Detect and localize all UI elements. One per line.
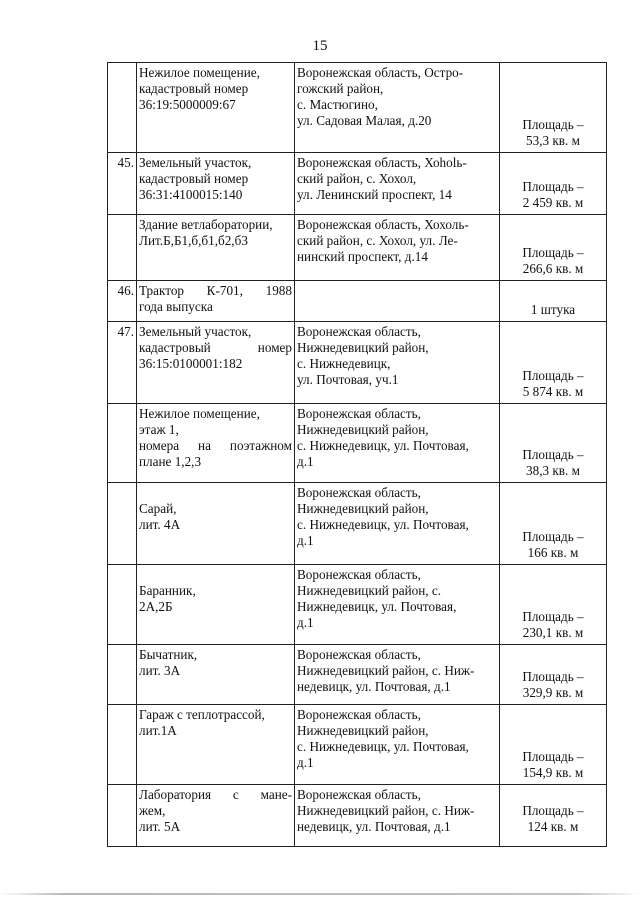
area-cell [500,785,607,847]
row-number-cell [108,565,137,645]
object-line: Трактор К-701, 1988 [139,283,292,298]
area-line: 166 кв. м [527,545,579,560]
address-cell [295,565,500,645]
row-number-cell: 46. [108,281,137,322]
address-line: Нижнедевицкий район, [297,723,429,738]
object-cell [137,153,295,215]
row-number-cell [108,483,137,565]
object-line: кадастровый номер [139,81,249,96]
address-line: ул. Ленинский проспект, 14 [297,187,452,202]
object-cell [137,322,295,404]
address-line: Воронежская область, [297,324,421,339]
table-row [108,281,607,322]
area-line: 5 874 кв. м [522,384,584,399]
property-table [107,62,607,847]
address-line: Нижнедевицкий район, с. Ниж- [297,663,475,678]
address-line: Воронежская область, [297,787,421,802]
table-row [108,215,607,281]
object-line: номера на поэтажном [139,438,292,453]
area-cell [500,565,607,645]
address-cell [295,404,500,483]
address-line: д.1 [297,454,314,469]
object-line: плане 1,2,3 [139,454,202,469]
address-line: д.1 [297,533,314,548]
object-cell [137,785,295,847]
area-line: Площадь – [522,529,584,544]
object-cell [137,705,295,785]
area-line: 124 кв. м [527,819,579,834]
address-cell [295,281,500,322]
area-line: 154,9 кв. м [522,765,584,780]
area-line: 1 штука [530,302,576,317]
object-line: Здание ветлаборатории, [139,217,273,232]
object-line: 36:15:0100001:182 [139,356,243,371]
area-line: 266,6 кв. м [522,261,584,276]
area-line: Площадь – [522,669,584,684]
table-row [108,63,607,153]
object-line: Земельный участок, [139,324,252,339]
area-line: 53,3 кв. м [526,133,580,148]
table-row [108,483,607,565]
area-cell [500,404,607,483]
address-cell [295,645,500,705]
row-number-cell [108,705,137,785]
row-number-cell [108,785,137,847]
address-cell [295,63,500,153]
row-number-cell [108,215,137,281]
object-line: Бычатник, [139,647,198,662]
table-row [108,322,607,404]
table-row [108,565,607,645]
address-line: недевицк, ул. Почтовая, д.1 [297,819,451,834]
address-line: нинский проспект, д.14 [297,249,428,264]
address-line: Нижнедевицкий район, с. Ниж- [297,803,475,818]
object-cell [137,645,295,705]
address-line: Воронежская область, Хохоль- [297,217,469,232]
area-line: Площадь – [522,245,584,260]
object-line: кадастровый номер [139,171,249,186]
address-line: с. Нижнедевицк, ул. Почтовая, [297,739,469,754]
address-line: Нижнедевицкий район, [297,501,429,516]
address-line: д.1 [297,755,314,770]
row-number-cell [108,63,137,153]
area-cell [500,645,607,705]
address-line: с. Мастюгино, [297,97,378,112]
object-cell [137,215,295,281]
object-line: Земельный участок, [139,155,252,170]
area-line: Площадь – [522,117,584,132]
address-line: ский район, с. Хохол, [297,171,417,186]
address-line: ул. Садовая Малая, д.20 [297,113,432,128]
address-line: Воронежская область, [297,567,421,582]
address-line: Воронежская область, Хоholь- [297,155,467,170]
object-cell [137,63,295,153]
area-line: Площадь – [522,749,584,764]
object-line: лит. 4А [139,517,181,532]
area-cell [500,153,607,215]
table-row [108,153,607,215]
object-line: лит. 5А [139,819,181,834]
object-line: Баранник, [139,583,196,598]
object-line: 36:19:5000009:67 [139,97,236,112]
area-cell [500,215,607,281]
scan-edge-line [0,893,640,895]
address-line: д.1 [297,615,314,630]
address-cell [295,705,500,785]
address-line: Воронежская область, [297,485,421,500]
area-line: 230,1 кв. м [522,625,584,640]
page-number: 15 [312,38,328,54]
address-line: гожский район, [297,81,384,96]
property-table-body [108,63,607,847]
address-line: с. Нижнедевицк, ул. Почтовая, [297,438,469,453]
address-line: Нижнедевицк, ул. Почтовая, [297,599,457,614]
address-line: Нижнедевицкий район, [297,422,429,437]
object-line: жем, [139,803,166,818]
address-line: с. Нижнедевицк, [297,356,391,371]
row-number-cell: 45. [108,153,137,215]
object-cell [137,565,295,645]
address-line: ул. Почтовая, уч.1 [297,372,399,387]
object-line: Лаборатория с мане- [139,787,292,802]
address-line: Нижнедевицкий район, с. [297,583,442,598]
area-line: Площадь – [522,447,584,462]
address-line: недевицк, ул. Почтовая, д.1 [297,679,451,694]
address-line: Воронежская область, [297,707,421,722]
table-row [108,645,607,705]
object-line: кадастровый номер [139,340,292,355]
address-cell [295,483,500,565]
area-cell [500,322,607,404]
area-line: Площадь – [522,803,584,818]
table-row [108,785,607,847]
area-cell [500,281,607,322]
address-line: с. Нижнедевицк, ул. Почтовая, [297,517,469,532]
area-line: Площадь – [522,609,584,624]
area-cell [500,483,607,565]
address-cell [295,785,500,847]
address-cell [295,215,500,281]
area-cell [500,63,607,153]
address-line: Воронежская область, [297,406,421,421]
object-line: Нежилое помещение, [139,65,260,80]
object-line: этаж 1, [139,422,179,437]
table-row [108,404,607,483]
area-line: Площадь – [522,179,584,194]
object-cell [137,281,295,322]
area-line: 38,3 кв. м [526,463,580,478]
address-line: Воронежская область, Остро- [297,65,464,80]
address-line: ский район, с. Хохол, ул. Ле- [297,233,458,248]
address-cell [295,153,500,215]
object-line: 2А,2Б [139,599,173,614]
area-line: 329,9 кв. м [522,685,584,700]
object-line: Гараж с теплотрассой, [139,707,265,722]
address-cell [295,322,500,404]
area-line: Площадь – [522,368,584,383]
row-number-cell [108,404,137,483]
area-line: 2 459 кв. м [522,195,584,210]
object-line: Лит.Б,Б1,б,б1,б2,б3 [139,233,248,248]
row-number-cell [108,645,137,705]
address-line: Нижнедевицкий район, [297,340,429,355]
object-line: года выпуска [139,299,213,314]
row-number-cell: 47. [108,322,137,404]
object-line: лит. 3А [139,663,181,678]
address-line: Воронежская область, [297,647,421,662]
object-line: Нежилое помещение, [139,406,260,421]
table-row [108,705,607,785]
object-line: Сарай, [139,501,177,516]
object-cell [137,483,295,565]
object-cell [137,404,295,483]
object-line: 36:31:4100015:140 [139,187,243,202]
object-line: лит.1А [139,723,177,738]
area-cell [500,705,607,785]
